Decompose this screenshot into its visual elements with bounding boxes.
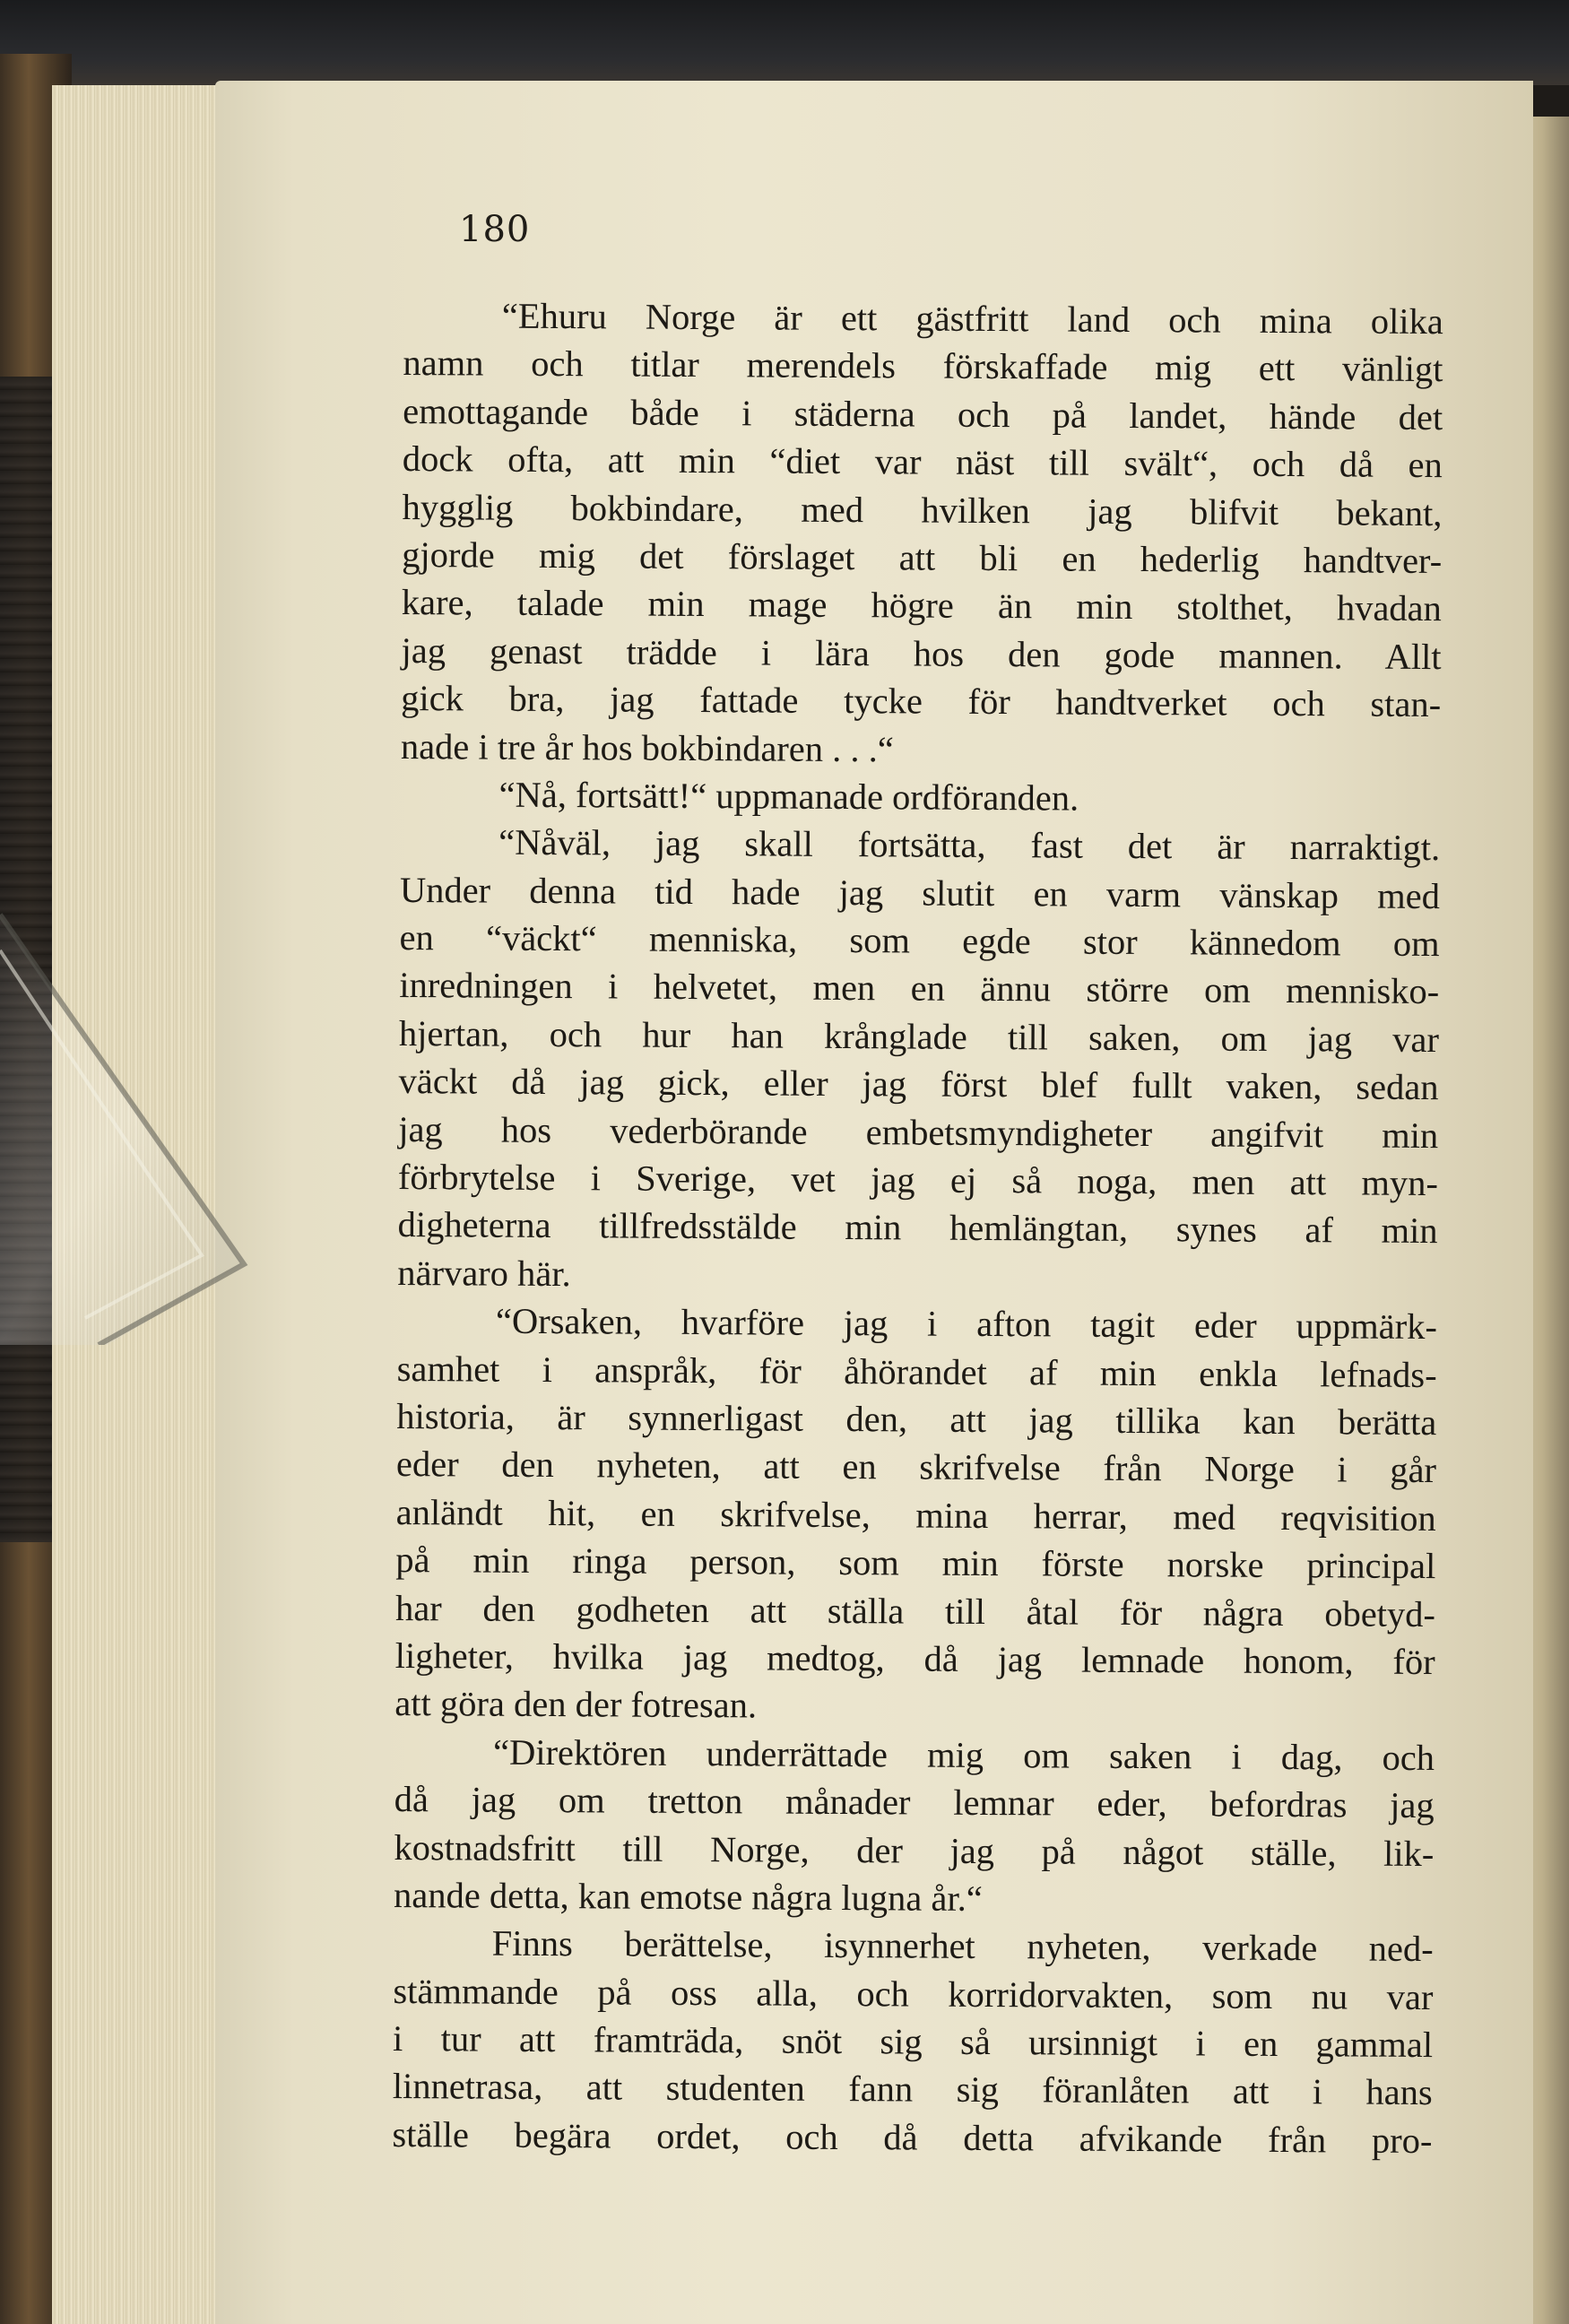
text-line: eder den nyheten, att en skrifvelse från Norge i går	[395, 1444, 1437, 1491]
text-line: historia, är synnerligast den, att jag tillika kan berätta	[396, 1395, 1437, 1444]
text-line: samhet i anspråk, för åhörandet af min enkla lefnads-	[396, 1348, 1437, 1395]
text-line: linnetrasa, att studenten fann sig föranlåten att i hans	[392, 2066, 1433, 2113]
text-line: “Nåväl, jag skall fortsätta, fast det är narraktigt.	[498, 821, 1441, 869]
text-line: inredningen i helvetet, men en ännu större om mennisko-	[399, 965, 1440, 1012]
text-line: Finns berättelse, isynnerhet nyheten, verkade ned-	[491, 1922, 1434, 1970]
text-line: “Direktören underrättade mig om saken i dag, och	[492, 1731, 1435, 1778]
dark-background	[0, 0, 1569, 85]
text-line: närvaro här.	[397, 1252, 571, 1294]
text-line: emottagande både i städerna och på landet, hände det	[403, 390, 1443, 438]
text-line: dock ofta, att min “diet var näst till svält“, och då en	[402, 438, 1443, 486]
text-line: väckt då jag gick, eller jag först blef fullt vaken, sedan	[398, 1061, 1439, 1108]
text-line: hjertan, och hur han krånglade till saken, om jag var	[398, 1012, 1440, 1060]
text-line: förbrytelse i Sverige, vet jag ej så noga, men att myn-	[397, 1157, 1439, 1204]
text-line: namn och titlar merendels förskaffade mig ett vänligt	[403, 343, 1443, 390]
text-line: “Nå, fortsätt!“ uppmanade ordföranden.	[498, 774, 1079, 819]
text-line: en “väckt“ menniska, som egde stor kännedom om	[399, 917, 1440, 965]
text-line: hygglig bokbindare, med hvilken jag blifvit bekant,	[402, 486, 1443, 533]
text-line: kare, talade min mage högre än min stolthet, hvadan	[401, 582, 1442, 629]
text-line: “Ehuru Norge är ett gästfritt land och mina olika	[501, 295, 1443, 343]
text-line: ställe begära ordet, och då detta afvikande från pro-	[392, 2113, 1433, 2161]
text-line: jag hos vederbörande embetsmyndigheter angifvit min	[398, 1108, 1439, 1156]
text-line: nade i tre år hos bokbindaren . . .“	[400, 725, 894, 769]
text-line: att göra den der fotresan.	[394, 1683, 758, 1726]
text-line: jag genast trädde i lära hos den gode mannen. Allt	[401, 629, 1442, 677]
text-line: på min ringa person, som min förste norske principal	[395, 1539, 1436, 1587]
text-line: har den godheten att ställa till åtal för några obetyd-	[394, 1587, 1436, 1635]
text-line: kostnadsfritt till Norge, der jag på något ställe, lik-	[394, 1826, 1435, 1874]
text-line: gick bra, jag fattade tycke för handtverket och stan-	[401, 678, 1442, 725]
page-number: 180	[459, 209, 531, 250]
body-text	[392, 291, 1443, 2164]
text-line: gjorde mig det förslaget att bli en hederlig handtver-	[402, 533, 1443, 582]
text-line: anländt hit, en skrifvelse, mina herrar, med reqvisition	[395, 1491, 1436, 1539]
text-line: Under denna tid hade jag slutit en varm vänskap med	[399, 869, 1441, 916]
text-line: i tur att framträda, snöt sig så ursinnigt i en gammal	[392, 2018, 1434, 2066]
page-edges-stack	[52, 85, 224, 2324]
text-line: digheterna tillfredsstälde min hemlängtan, synes af min	[397, 1204, 1438, 1252]
text-line: stämmande på oss alla, och korridorvakten, som nu var	[393, 1970, 1434, 2017]
text-line: “Orsaken, hvarföre jag i afton tagit eder uppmärk-	[495, 1300, 1438, 1348]
text-line: då jag om tretton månader lemnar eder, befordras jag	[394, 1779, 1435, 1826]
text-line: ligheter, hvilka jag medtog, då jag lemnade honom, för	[394, 1635, 1435, 1682]
text-line: nande detta, kan emotse några lugna år.“	[393, 1874, 983, 1919]
